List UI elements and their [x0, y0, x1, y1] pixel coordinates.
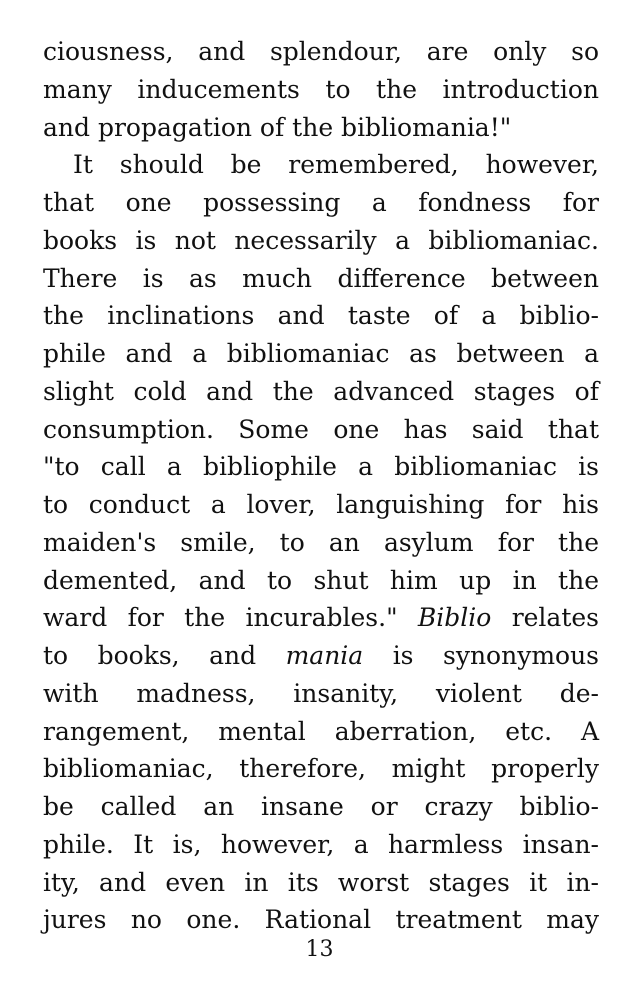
text-fragment: relates	[511, 603, 600, 633]
text-line: ity, and even in its worst stages it in-	[43, 867, 599, 897]
text-line: maiden's smile, to an asylum for the	[43, 527, 599, 557]
text-line: slight cold and the advanced stages of	[43, 376, 599, 406]
text-line: demented, and to shut him up in the	[43, 565, 599, 595]
text-line: bibliomaniac, therefore, might properly	[43, 754, 599, 784]
text-line: with madness, insanity, violent de-	[43, 678, 599, 708]
text-line: many inducements to the introduction	[43, 74, 599, 104]
text-line: to conduct a lover, languishing for his	[43, 490, 599, 519]
text-line: the inclinations and taste of a biblio-	[43, 301, 599, 331]
text-line: ciousness, and splendour, are only so	[43, 37, 599, 66]
text-line: books is not necessarily a bibliomaniac.	[43, 225, 599, 255]
text-line	[43, 637, 599, 675]
text-line: and propagation of the bibliomania!"	[43, 112, 512, 142]
text-line: be called an insane or crazy biblio-	[43, 792, 599, 821]
paragraph-start-line: It should be remembered, however,	[73, 150, 599, 180]
text-line: consumption. Some one has said that	[43, 414, 599, 444]
page-number: 13	[305, 937, 334, 962]
body-text	[43, 33, 599, 939]
text-fragment: is synonymous	[392, 641, 600, 670]
text-line: "to call a bibliophile a bibliomaniac is	[43, 452, 599, 482]
text-line	[43, 599, 599, 637]
text-line: rangement, mental aberration, etc. A	[43, 716, 599, 746]
text-line: jures no one. Rational treatment may	[43, 905, 599, 935]
text-line: There is as much difference between	[43, 263, 599, 293]
text-fragment: ward for the incurables."	[43, 603, 398, 633]
italic-word: mania	[285, 641, 364, 670]
text-line: that one possessing a fondness for	[43, 188, 599, 217]
text-line: phile and a bibliomaniac as between a	[43, 339, 599, 368]
text-line: phile. It is, however, a harmless insan-	[43, 829, 599, 859]
text-fragment: to books, and	[43, 641, 257, 670]
italic-word: Biblio	[417, 603, 492, 633]
